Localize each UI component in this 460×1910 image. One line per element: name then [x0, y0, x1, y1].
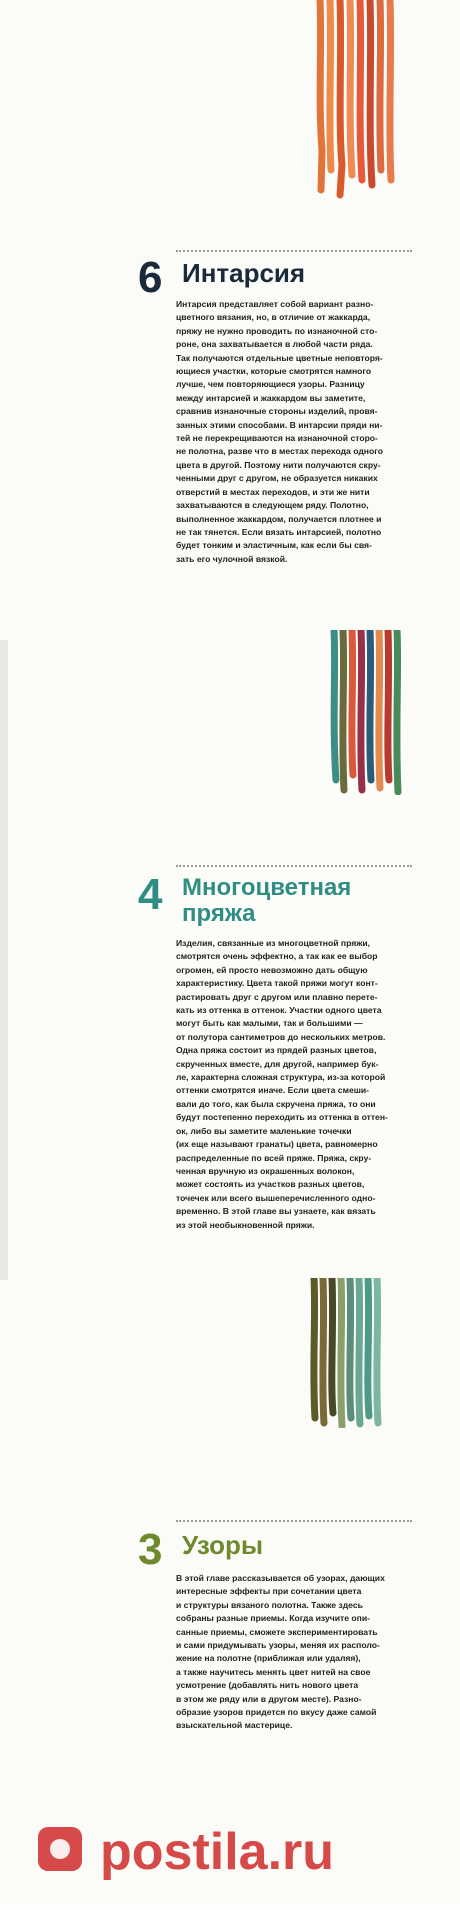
section-patterns — [138, 1520, 412, 1750]
chapter-number: 6 — [138, 253, 163, 302]
chapter-body-text: В этой главе рассказывается об узорах, дающих интересные эффекты при сочетании цвета и структуры вязаного полотна. Также здесь собраны разные приемы. Когда изучите опи- санные приемы, сможете экспериментировать и сами придумывать узоры, меняя их располо- жение на полотне (приближая или удаляя), а также научитесь менять цвет нитей на свое усмотрение (добавлять нить нового цвета в этом же ряду или в другом месте). Разно- образие узоров придется по вкусу даже самой взыскательной мастерице. — [176, 1573, 385, 1731]
chapter-title-line2: пряжа — [182, 900, 256, 927]
section-intarsia — [138, 250, 412, 590]
dotted-divider — [176, 250, 412, 252]
section-multicolor-yarn — [138, 865, 412, 1245]
yarn-photo-green — [308, 1278, 388, 1428]
dotted-divider — [176, 1520, 412, 1522]
chapter-number: 3 — [138, 1525, 163, 1574]
chapter-title: Интарсия — [182, 258, 306, 288]
yarn-photo-orange — [312, 0, 402, 200]
dotted-divider — [176, 865, 412, 867]
postila-logo-text: postila.ru — [100, 1823, 335, 1881]
postila-watermark — [0, 1795, 460, 1905]
chapter-body-text: Изделия, связанные из многоцветной пряжи, смотрятся очень эффектно, а так как ее выбор огромен, ей просто невозможно дать общую характеристику. Цвета такой пряжи могут конт- растировать друг с другом или плавно перете- кать из оттенка в оттенок. Участки одного цвета могут быть как малыми, так и большими — от полутора сантиметров до нескольких метров. Одна пряжа состоит из прядей разных цветов, скрученных вместе, для другой, например бук- ле, характерна сложная структура, из-за которой оттенки смотрятся иначе. Если цвета смеши- вали до того, как была скручена пряжа, то они будут постепенно переходить из оттенка в оттен- ок, либо вы заметите маленькие точечки (их еще называют гранаты) цвета, равномерно распределенные по всей пряже. Пряжа, скру- ченная вручную из окрашенных волокон, может состоять из участков разных цветов, точечек или всего вышеперечисленного одно- временно. В этой главе вы узнаете, как вязать из этой необыкновенной пряжи. — [176, 938, 388, 1230]
postila-logo-icon — [0, 1795, 460, 1905]
chapter-title-line1: Многоцветная — [182, 874, 352, 901]
page-gutter-1 — [0, 640, 8, 1280]
chapter-body-text: Интарсия представляет собой вариант разно- цветного вязания, но, в отличие от жаккарда, пряжу не нужно проводить по изнаночной сто- роне, она захватывается в любой части ряда. Так получаются отдельные цветные неповторя- ющиеся участки, которые смотрятся намного лучше, чем повторяющиеся узоры. Разницу между интарсией и жаккардом вы заметите, сравнив изнаночные стороны изделий, провя- занных этими способами. В интарсии пряди ни- тей не перекрещиваются на изнаночной сторо- не полотна, разве что в местах перехода одного цвета в другой. Поэтому нити получаются скру- ченными друг с другом, не образуется никаких отверстий в местах переходов, и эти же нити захватываются в следующем ряду. Полотно, выполненное жаккардом, получается плотнее и не так тянется. Если вязать интарсией, полотно будет тонким и эластичным, как если бы свя- зать его чулочной вязкой. — [176, 299, 383, 564]
yarn-photo-multicolor — [328, 630, 408, 795]
chapter-number: 4 — [138, 870, 163, 919]
chapter-title: Узоры — [182, 1530, 264, 1560]
